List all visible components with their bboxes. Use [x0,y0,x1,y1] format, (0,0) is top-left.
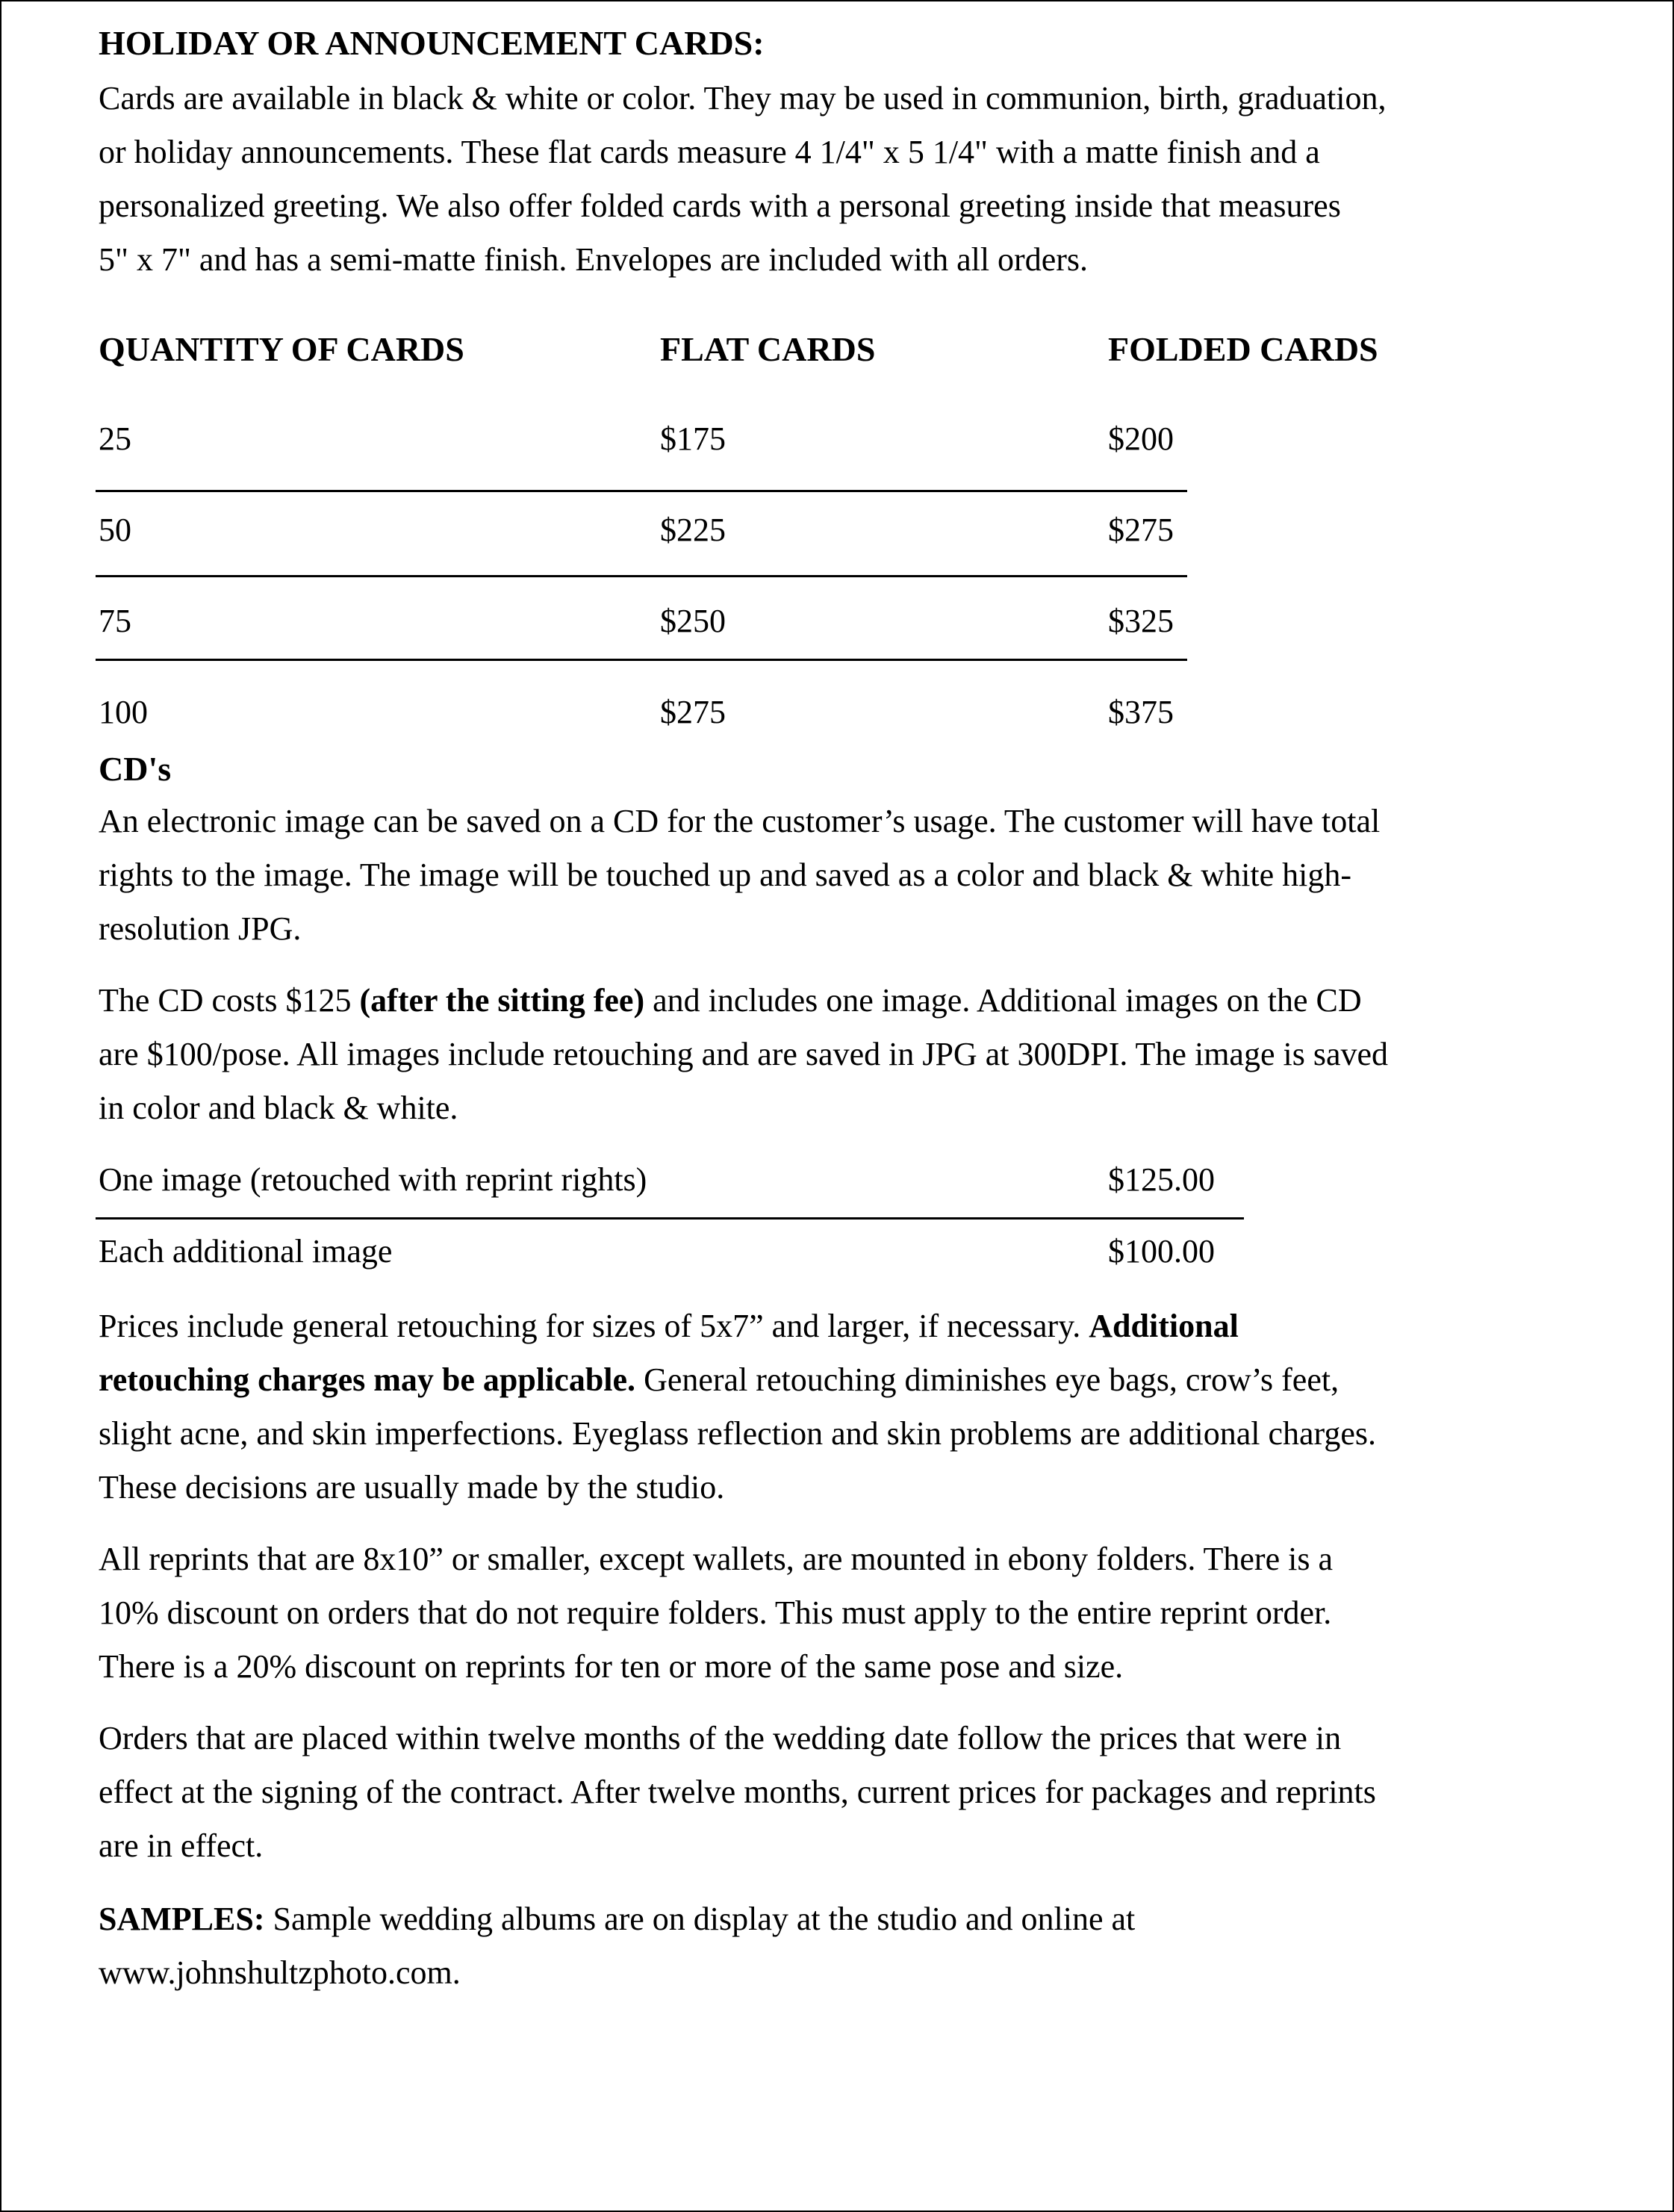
holiday-line-4: 5" x 7" and has a semi-matte finish. Envelopes are included with all orders. [99,241,1089,278]
row-divider [96,490,1187,492]
samples-line-1 [99,1892,1135,1946]
retouch-text: Prices include general retouching for sizes of 5x7” and larger, if necessary. [99,1308,1089,1344]
samples-label: SAMPLES: [99,1901,265,1937]
samples-website-link[interactable]: www.johnshultzphoto.com. [99,1954,461,1991]
cds-line-3: resolution JPG. [99,910,302,947]
header-folded-cards: FOLDED CARDS [1108,330,1378,368]
cd-cost-line-1 [99,974,1362,1028]
cell-quantity: 100 [99,694,148,730]
cds-line-2: rights to the image. The image will be touched up and saved as a color and black & white high- [99,857,1352,893]
cds-line-1: An electronic image can be saved on a CD for the customer’s usage. The customer will have total [99,803,1381,839]
row-divider [96,659,1187,661]
holiday-line-3: personalized greeting. We also offer folded cards with a personal greeting inside that measures [99,187,1341,224]
orders-line-1: Orders that are placed within twelve months of the wedding date follow the prices that were in [99,1720,1342,1756]
cell-flat-price: $225 [660,512,726,548]
cd-item-price: $100.00 [1108,1233,1215,1270]
cd-item-label: Each additional image [99,1233,393,1270]
retouch-line-1 [99,1299,1239,1353]
cd-cost-emphasis: (after the sitting fee) [359,982,645,1019]
holiday-title: HOLIDAY OR ANNOUNCEMENT CARDS: [99,24,765,62]
retouch-text-2: General retouching diminishes eye bags, crow’s feet, [635,1361,1339,1398]
cell-quantity: 50 [99,512,131,548]
cd-cost-line-2: are $100/pose. All images include retouching and are saved in JPG at 300DPI. The image is saved [99,1036,1388,1072]
header-quantity: QUANTITY OF CARDS [99,330,464,368]
cell-flat-price: $275 [660,694,726,730]
reprints-line-1: All reprints that are 8x10” or smaller, except wallets, are mounted in ebony folders. There is a [99,1541,1333,1577]
row-divider [96,1217,1244,1220]
cell-folded-price: $200 [1108,420,1174,457]
cd-cost-text-rest: and includes one image. Additional images on the CD [644,982,1362,1019]
cell-folded-price: $325 [1108,603,1174,639]
samples-text: Sample wedding albums are on display at the studio and online at [264,1901,1136,1937]
cd-cost-line-3: in color and black & white. [99,1090,458,1126]
retouch-line-2 [99,1353,1339,1407]
retouch-line-3: slight acne, and skin imperfections. Eyeglass reflection and skin problems are additional charges. [99,1415,1377,1452]
retouch-emphasis-2: retouching charges may be applicable. [99,1361,636,1398]
row-divider [96,575,1187,577]
cell-flat-price: $175 [660,420,726,457]
cell-folded-price: $275 [1108,512,1174,548]
retouch-line-4: These decisions are usually made by the studio. [99,1469,725,1506]
cd-cost-text: The CD costs $125 [99,982,360,1019]
cell-flat-price: $250 [660,603,726,639]
holiday-line-1: Cards are available in black & white or color. They may be used in communion, birth, graduation, [99,80,1387,116]
reprints-line-2: 10% discount on orders that do not require folders. This must apply to the entire reprint order. [99,1594,1332,1631]
orders-line-2: effect at the signing of the contract. After twelve months, current prices for packages and reprints [99,1774,1376,1810]
orders-line-3: are in effect. [99,1827,264,1864]
cell-quantity: 25 [99,420,131,457]
retouch-emphasis: Additional [1089,1308,1239,1344]
cell-folded-price: $375 [1108,694,1174,730]
cd-item-label: One image (retouched with reprint rights) [99,1161,647,1198]
holiday-line-2: or holiday announcements. These flat cards measure 4 1/4" x 5 1/4" with a matte finish and a [99,134,1320,170]
reprints-line-3: There is a 20% discount on reprints for ten or more of the same pose and size. [99,1648,1124,1685]
cds-title: CD's [99,750,172,788]
header-flat-cards: FLAT CARDS [660,330,876,368]
cd-item-price: $125.00 [1108,1161,1215,1198]
cell-quantity: 75 [99,603,131,639]
